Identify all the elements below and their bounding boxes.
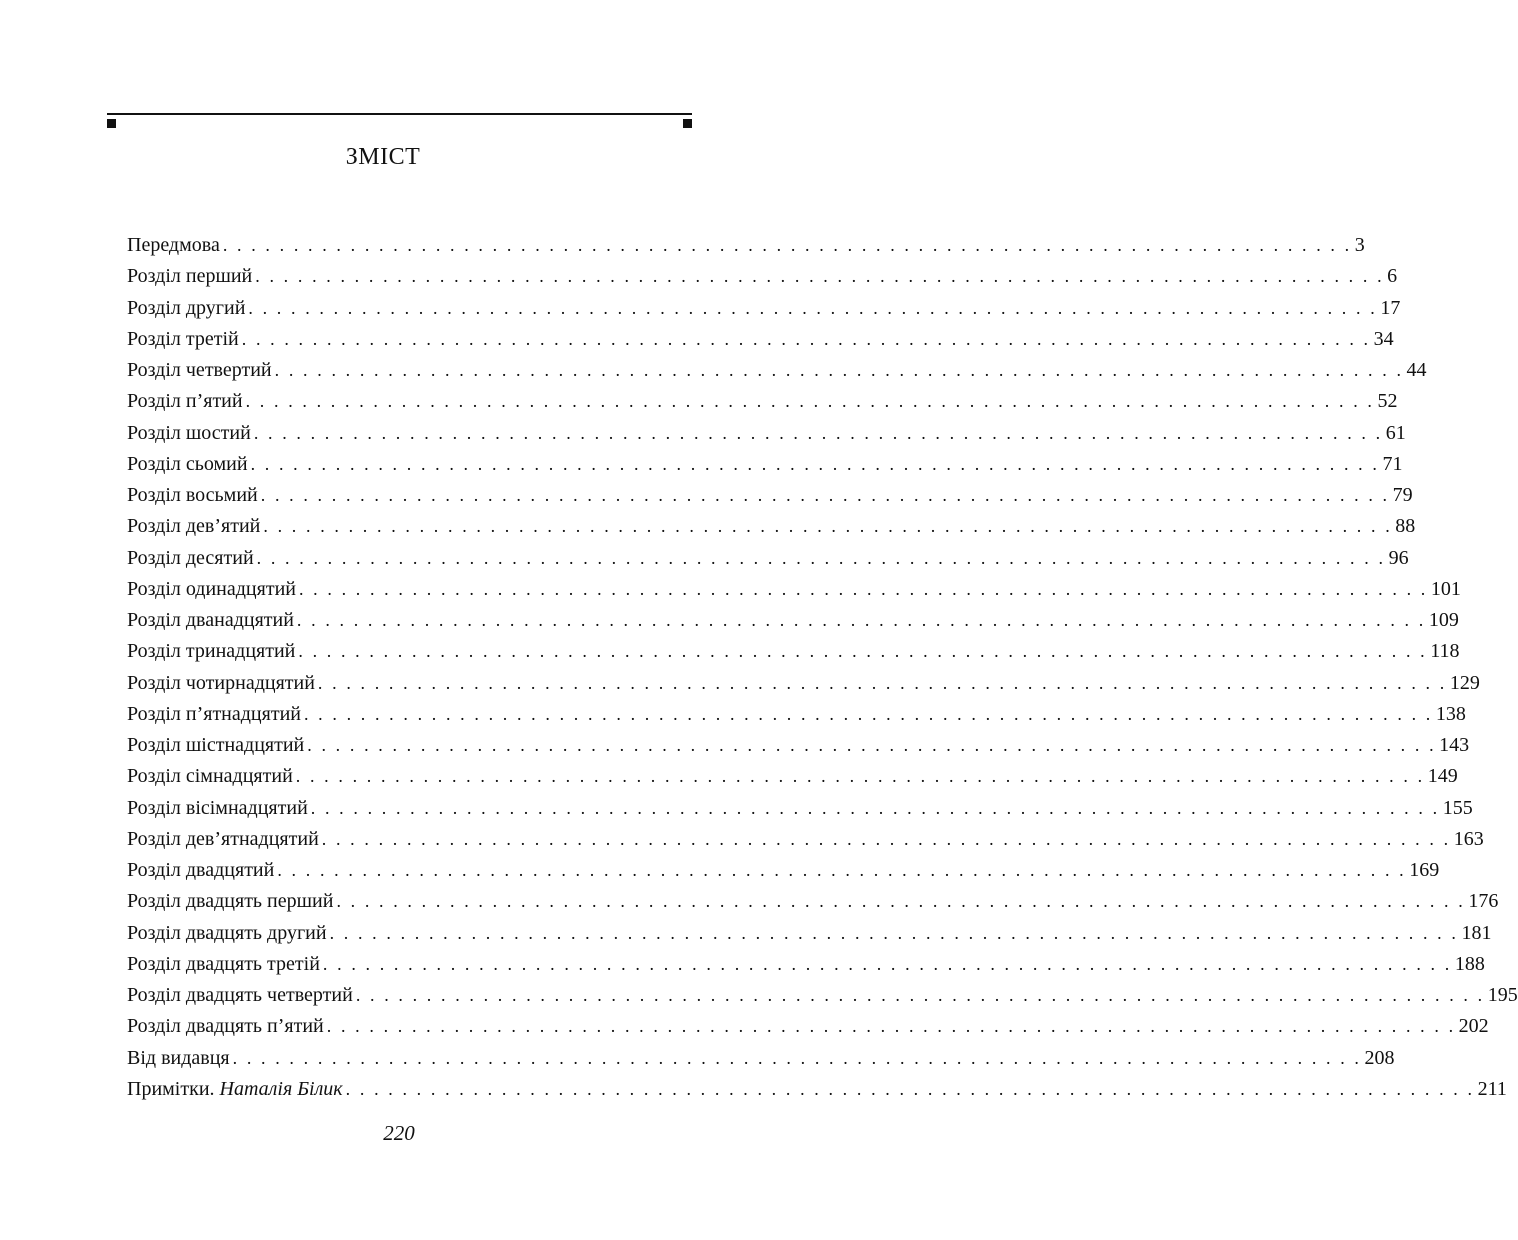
toc-entry-page: 188 bbox=[1454, 952, 1485, 975]
toc-entry-page: 71 bbox=[1382, 452, 1403, 475]
toc-entry-title: Розділ вісімнадцятий bbox=[127, 796, 308, 819]
toc-entry bbox=[127, 390, 1398, 421]
page-title: ЗМІСТ bbox=[345, 144, 421, 170]
dot-leader: . . . . . . . . . . . . . . . . . . . . . . . . . . . . . . . . . . . . . . . . . . . . . . . . . . . . . . . . . . . . . . . . . . . . . . . . . . . . . . . . bbox=[322, 953, 1452, 974]
toc-entry-page: 163 bbox=[1453, 827, 1484, 850]
dot-leader: . . . . . . . . . . . . . . . . . . . . . . . . . . . . . . . . . . . . . . . . . . . . . . . . . . . . . . . . . . . . . . . . . . . . . . . . . . . . . . . . bbox=[298, 641, 1428, 662]
toc-entry-page: 208 bbox=[1364, 1046, 1395, 1069]
dot-leader: . . . . . . . . . . . . . . . . . . . . . . . . . . . . . . . . . . . . . . . . . . . . . . . . . . . . . . . . . . . . . . . . . . . . . . . . . . . . . . . . bbox=[295, 766, 1425, 787]
dot-leader: . . . . . . . . . . . . . . . . . . . . . . . . . . . . . . . . . . . . . . . . . . . . . . . . . . . . . . . . . . . . . . . . . . . . . . . . . . . . . . . . bbox=[310, 797, 1440, 818]
toc-entry-title: Розділ двадцять п’ятий bbox=[127, 1015, 324, 1038]
toc-entry-page: 3 bbox=[1354, 234, 1365, 256]
toc-entry-page: 79 bbox=[1392, 484, 1413, 506]
toc-entry bbox=[127, 1046, 1395, 1078]
toc-entry-page: 169 bbox=[1409, 859, 1440, 881]
toc-entry-page: 181 bbox=[1461, 921, 1492, 944]
dot-leader: . . . . . . . . . . . . . . . . . . . . . . . . . . . . . . . . . . . . . . . . . . . . . . . . . . . . . . . . . . . . . . . . . . . . . . . . . . . . . . . . bbox=[307, 735, 1437, 755]
toc-entry-title: Розділ двадцять перший bbox=[127, 890, 334, 913]
dot-leader: . . . . . . . . . . . . . . . . . . . . . . . . . . . . . . . . . . . . . . . . . . . . . . . . . . . . . . . . . . . . . . . . . . . . . . . . . . . . . . . . bbox=[222, 235, 1352, 255]
toc-entry-page: 44 bbox=[1406, 359, 1427, 381]
toc-entry-title: Розділ перший bbox=[127, 265, 253, 288]
toc-entry-title: Розділ сьомий bbox=[127, 452, 248, 475]
toc-entry bbox=[127, 452, 1403, 484]
toc-entry-title: Розділ дванадцятий bbox=[127, 609, 294, 631]
toc-entry-page: 176 bbox=[1468, 890, 1499, 913]
toc-entry bbox=[127, 359, 1427, 390]
toc-entry bbox=[127, 484, 1413, 515]
toc-entry-title: Розділ дев’ятий bbox=[127, 515, 261, 538]
toc-entry bbox=[127, 952, 1485, 984]
toc-entry-page: 17 bbox=[1380, 296, 1401, 319]
toc-entry-title: Розділ шостий bbox=[127, 421, 251, 444]
toc-entry-page: 34 bbox=[1373, 327, 1394, 350]
toc-entry-page: 143 bbox=[1439, 734, 1470, 756]
toc-entry-title: Розділ двадцять четвертий bbox=[127, 984, 353, 1006]
toc-entry-author: Наталія Білик bbox=[219, 1077, 343, 1100]
dot-leader: . . . . . . . . . . . . . . . . . . . . . . . . . . . . . . . . . . . . . . . . . . . . . . . . . . . . . . . . . . . . . . . . . . . . . . . . . . . . . . . . bbox=[241, 328, 1371, 349]
toc-entry-title: Розділ п’ятий bbox=[127, 390, 243, 413]
toc-entry-title: Розділ сімнадцятий bbox=[127, 765, 293, 788]
toc-entry bbox=[127, 984, 1518, 1015]
toc-entry-page: 6 bbox=[1387, 265, 1398, 288]
toc-entry-title: Розділ другий bbox=[127, 296, 246, 319]
toc-entry bbox=[127, 890, 1499, 921]
dot-leader: . . . . . . . . . . . . . . . . . . . . . . . . . . . . . . . . . . . . . . . . . . . . . . . . . . . . . . . . . . . . . . . . . . . . . . . . . . . . . . . . bbox=[263, 516, 1393, 537]
toc-entry-page: 138 bbox=[1435, 702, 1466, 725]
toc-entry-page: 52 bbox=[1377, 390, 1398, 413]
toc-entry bbox=[127, 640, 1460, 671]
dot-leader: . . . . . . . . . . . . . . . . . . . . . . . . . . . . . . . . . . . . . . . . . . . . . . . . . . . . . . . . . . . . . . . . . . . . . . . . . . . . . . . . bbox=[317, 672, 1447, 693]
dot-leader: . . . . . . . . . . . . . . . . . . . . . . . . . . . . . . . . . . . . . . . . . . . . . . . . . . . . . . . . . . . . . . . . . . . . . . . . . . . . . . . . bbox=[250, 453, 1380, 474]
header-rule bbox=[107, 113, 692, 115]
toc-entry-title: Розділ тринадцятий bbox=[127, 640, 296, 663]
toc-entry-page: 195 bbox=[1487, 984, 1518, 1006]
toc-entry bbox=[127, 796, 1473, 828]
toc-entry-title: Розділ восьмий bbox=[127, 484, 258, 506]
toc-entry bbox=[127, 921, 1492, 953]
toc-entry-title: Розділ одинадцятий bbox=[127, 577, 296, 600]
toc-entry-page: 155 bbox=[1442, 796, 1473, 819]
toc-entry-page: 109 bbox=[1428, 609, 1459, 631]
toc-entry-title: Розділ десятий bbox=[127, 546, 254, 569]
toc-entry bbox=[127, 546, 1409, 578]
dot-leader: . . . . . . . . . . . . . . . . . . . . . . . . . . . . . . . . . . . . . . . . . . . . . . . . . . . . . . . . . . . . . . . . . . . . . . . . . . . . . . . . bbox=[248, 297, 1378, 318]
toc-entry-title: Від видавця bbox=[127, 1046, 230, 1069]
dot-leader: . . . . . . . . . . . . . . . . . . . . . . . . . . . . . . . . . . . . . . . . . . . . . . . . . . . . . . . . . . . . . . . . . . . . . . . . . . . . . . . . bbox=[336, 891, 1466, 912]
toc-entry-title: Розділ двадцятий bbox=[127, 859, 275, 881]
toc-entry bbox=[127, 577, 1461, 609]
toc-entry-title: Примітки. Наталія Білик bbox=[127, 1077, 343, 1100]
toc-entry bbox=[127, 609, 1459, 640]
toc-entry-title: Розділ двадцять третій bbox=[127, 952, 320, 975]
page-number: 220 bbox=[383, 1121, 415, 1145]
toc-entry bbox=[127, 671, 1480, 703]
toc-entry-title: Розділ чотирнадцятий bbox=[127, 671, 315, 694]
left-square-ornament bbox=[107, 119, 116, 128]
toc-entry-page: 101 bbox=[1430, 577, 1461, 600]
dot-leader: . . . . . . . . . . . . . . . . . . . . . . . . . . . . . . . . . . . . . . . . . . . . . . . . . . . . . . . . . . . . . . . . . . . . . . . . . . . . . . . . bbox=[355, 985, 1485, 1005]
dot-leader: . . . . . . . . . . . . . . . . . . . . . . . . . . . . . . . . . . . . . . . . . . . . . . . . . . . . . . . . . . . . . . . . . . . . . . . . . . . . . . . . bbox=[298, 578, 1428, 599]
toc-entry-page: 202 bbox=[1458, 1015, 1489, 1038]
dot-leader: . . . . . . . . . . . . . . . . . . . . . . . . . . . . . . . . . . . . . . . . . . . . . . . . . . . . . . . . . . . . . . . . . . . . . . . . . . . . . . . . bbox=[321, 828, 1451, 849]
dot-leader: . . . . . . . . . . . . . . . . . . . . . . . . . . . . . . . . . . . . . . . . . . . . . . . . . . . . . . . . . . . . . . . . . . . . . . . . . . . . . . . . bbox=[345, 1078, 1475, 1099]
toc-entry-title: Передмова bbox=[127, 234, 220, 256]
dot-leader: . . . . . . . . . . . . . . . . . . . . . . . . . . . . . . . . . . . . . . . . . . . . . . . . . . . . . . . . . . . . . . . . . . . . . . . . . . . . . . . . bbox=[329, 922, 1459, 943]
dot-leader: . . . . . . . . . . . . . . . . . . . . . . . . . . . . . . . . . . . . . . . . . . . . . . . . . . . . . . . . . . . . . . . . . . . . . . . . . . . . . . . . bbox=[255, 266, 1385, 287]
dot-leader: . . . . . . . . . . . . . . . . . . . . . . . . . . . . . . . . . . . . . . . . . . . . . . . . . . . . . . . . . . . . . . . . . . . . . . . . . . . . . . . . bbox=[326, 1016, 1456, 1037]
toc-entry-title: Розділ третій bbox=[127, 327, 239, 350]
dot-leader: . . . . . . . . . . . . . . . . . . . . . . . . . . . . . . . . . . . . . . . . . . . . . . . . . . . . . . . . . . . . . . . . . . . . . . . . . . . . . . . . bbox=[260, 485, 1390, 505]
toc-entry-title: Розділ шістнадцятий bbox=[127, 734, 305, 756]
toc-entry bbox=[127, 234, 1365, 265]
toc-entry bbox=[127, 265, 1398, 296]
toc-entry bbox=[127, 515, 1416, 546]
toc-entry bbox=[127, 827, 1484, 859]
toc-entry-title: Розділ п’ятнадцятий bbox=[127, 702, 301, 725]
toc-entry bbox=[127, 859, 1440, 890]
toc-entry-title: Розділ дев’ятнадцятий bbox=[127, 827, 319, 850]
dot-leader: . . . . . . . . . . . . . . . . . . . . . . . . . . . . . . . . . . . . . . . . . . . . . . . . . . . . . . . . . . . . . . . . . . . . . . . . . . . . . . . . bbox=[274, 360, 1404, 380]
right-square-ornament bbox=[683, 119, 692, 128]
dot-leader: . . . . . . . . . . . . . . . . . . . . . . . . . . . . . . . . . . . . . . . . . . . . . . . . . . . . . . . . . . . . . . . . . . . . . . . . . . . . . . . . bbox=[277, 860, 1407, 880]
dot-leader: . . . . . . . . . . . . . . . . . . . . . . . . . . . . . . . . . . . . . . . . . . . . . . . . . . . . . . . . . . . . . . . . . . . . . . . . . . . . . . . . bbox=[245, 391, 1375, 412]
toc-entry-page: 118 bbox=[1430, 640, 1460, 663]
toc-entry bbox=[127, 734, 1470, 765]
toc-entry bbox=[127, 421, 1406, 453]
toc-entry bbox=[127, 1077, 1507, 1109]
dot-leader: . . . . . . . . . . . . . . . . . . . . . . . . . . . . . . . . . . . . . . . . . . . . . . . . . . . . . . . . . . . . . . . . . . . . . . . . . . . . . . . . bbox=[232, 1047, 1362, 1068]
toc-entry-page: 211 bbox=[1477, 1077, 1507, 1100]
toc-entry bbox=[127, 296, 1401, 328]
toc-entry-title: Розділ двадцять другий bbox=[127, 921, 327, 944]
dot-leader: . . . . . . . . . . . . . . . . . . . . . . . . . . . . . . . . . . . . . . . . . . . . . . . . . . . . . . . . . . . . . . . . . . . . . . . . . . . . . . . . bbox=[253, 422, 1383, 443]
table-of-contents bbox=[127, 234, 1518, 1109]
toc-entry-page: 61 bbox=[1385, 421, 1406, 444]
toc-entry bbox=[127, 702, 1466, 734]
dot-leader: . . . . . . . . . . . . . . . . . . . . . . . . . . . . . . . . . . . . . . . . . . . . . . . . . . . . . . . . . . . . . . . . . . . . . . . . . . . . . . . . bbox=[256, 547, 1386, 568]
toc-entry-page: 129 bbox=[1449, 671, 1480, 694]
toc-entry bbox=[127, 327, 1394, 359]
toc-entry bbox=[127, 765, 1458, 796]
dot-leader: . . . . . . . . . . . . . . . . . . . . . . . . . . . . . . . . . . . . . . . . . . . . . . . . . . . . . . . . . . . . . . . . . . . . . . . . . . . . . . . . bbox=[303, 703, 1433, 724]
toc-entry bbox=[127, 1015, 1489, 1046]
toc-entry-page: 88 bbox=[1395, 515, 1416, 538]
dot-leader: . . . . . . . . . . . . . . . . . . . . . . . . . . . . . . . . . . . . . . . . . . . . . . . . . . . . . . . . . . . . . . . . . . . . . . . . . . . . . . . . bbox=[296, 610, 1426, 630]
toc-entry-page: 149 bbox=[1427, 765, 1458, 788]
toc-entry-title: Розділ четвертий bbox=[127, 359, 272, 381]
toc-entry-page: 96 bbox=[1388, 546, 1409, 569]
